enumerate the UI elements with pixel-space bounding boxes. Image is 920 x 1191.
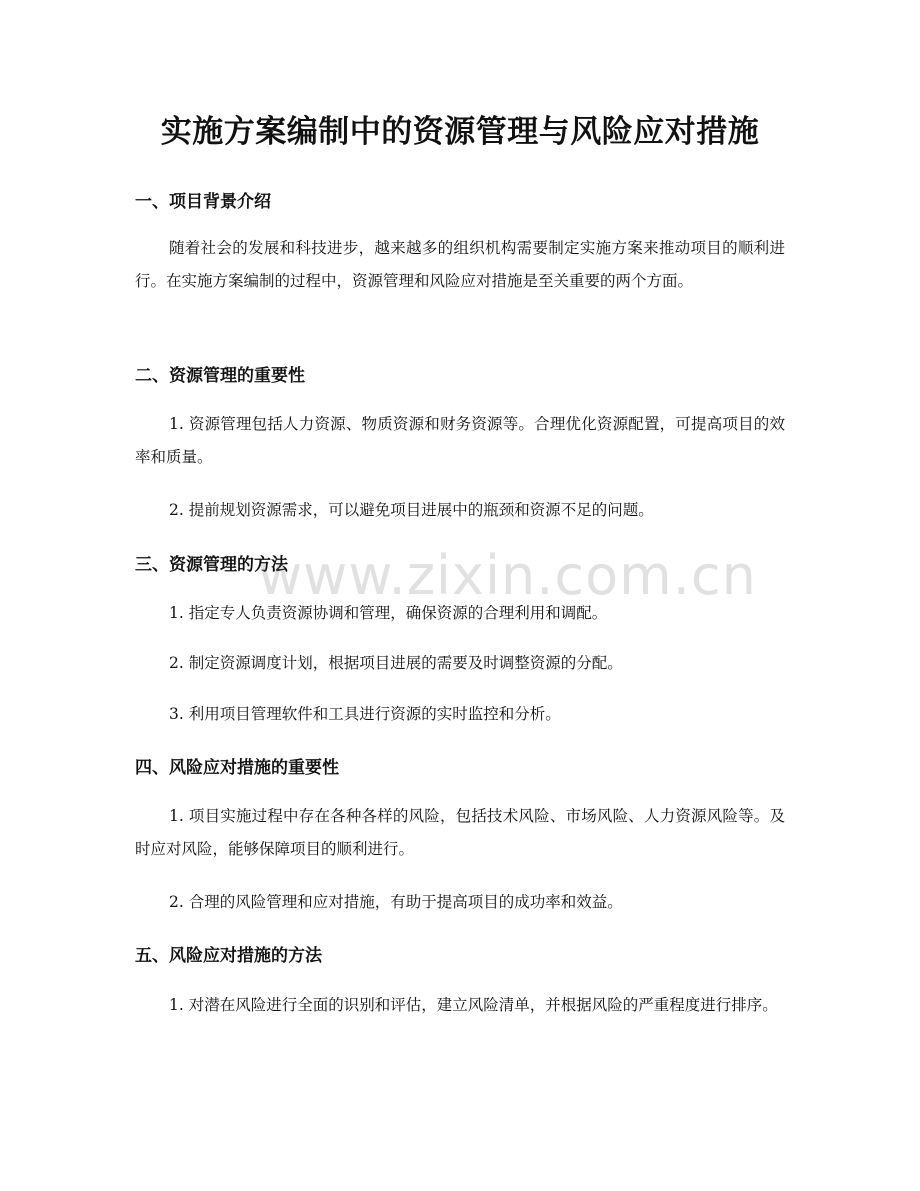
section-heading-resource-importance: 二、资源管理的重要性 [135,366,305,386]
paragraph-resource-importance-1: 1. 资源管理包括人力资源、物质资源和财务资源等。合理优化资源配置，可提高项目的效率和质量。 [135,415,785,466]
watermark: www.zixin.com.cn [258,544,757,607]
paragraph-resource-methods-2: 2. 制定资源调度计划，根据项目进展的需要及时调整资源的分配。 [169,654,623,672]
section-heading-background: 一、项目背景介绍 [135,192,271,212]
paragraph-risk-importance-2: 2. 合理的风险管理和应对措施，有助于提高项目的成功率和效益。 [169,893,623,911]
paragraph-resource-importance-2: 2. 提前规划资源需求，可以避免项目进展中的瓶颈和资源不足的问题。 [169,501,654,519]
paragraph-resource-methods-3: 3. 利用项目管理软件和工具进行资源的实时监控和分析。 [169,705,561,723]
paragraph-background: 随着社会的发展和科技进步，越来越多的组织机构需要制定实施方案来推动项目的顺利进行。在实施方案编制的过程中，资源管理和风险应对措施是至关重要的两个方面。 [135,239,785,290]
paragraph-resource-methods-1: 1. 指定专人负责资源协调和管理，确保资源的合理利用和调配。 [169,604,608,622]
paragraph-risk-methods-1: 1. 对潜在风险进行全面的识别和评估，建立风险清单，并根据风险的严重程度进行排序。 [169,996,778,1014]
section-heading-risk-methods: 五、风险应对措施的方法 [135,946,322,966]
section-heading-risk-importance: 四、风险应对措施的重要性 [135,758,339,778]
document-title: 实施方案编制中的资源管理与风险应对措施 [160,114,760,150]
section-heading-resource-methods: 三、资源管理的方法 [135,555,288,575]
paragraph-risk-importance-1: 1. 项目实施过程中存在各种各样的风险，包括技术风险、市场风险、人力资源风险等。及时应对风险，能够保障项目的顺利进行。 [135,807,785,858]
